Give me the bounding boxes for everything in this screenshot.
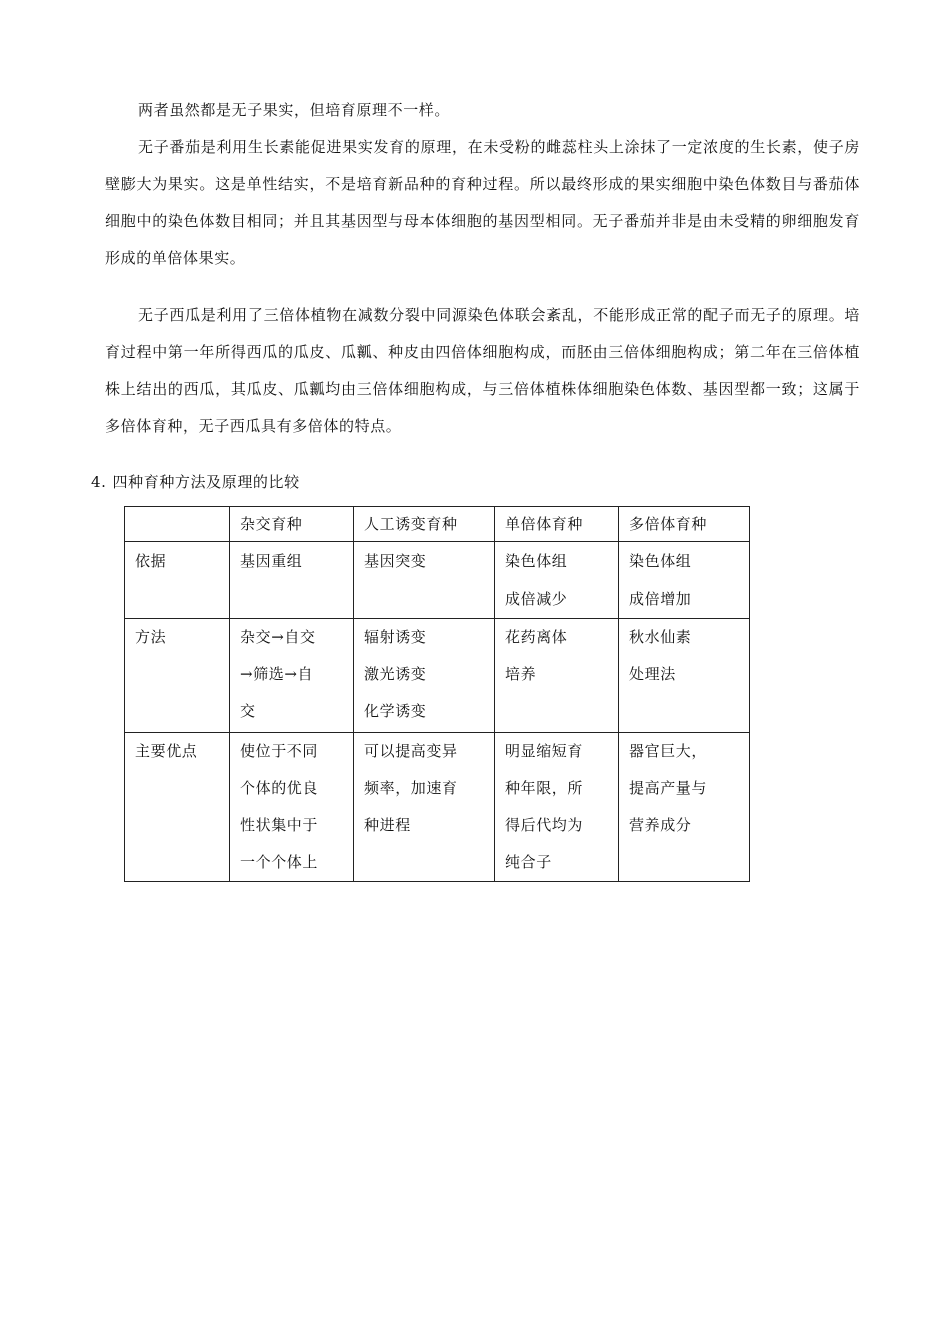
section-title: 四种育种方法及原理的比较 — [112, 473, 300, 491]
paragraph-seedless-tomato: 无子番茄是利用生长素能促进果实发育的原理，在未受粉的雌蕊柱头上涂抹了一定浓度的生长素，使子房壁膨大为果实。这是单性结实，不是培育新品种的育种过程。所以最终形成的果实细胞中染色体数目与番茄体细胞中的染色体数目相同；并且其基因型与母本体细胞的基因型相同。无子番茄并非是由未受精的卵细胞发育形成的单倍体果实。 — [105, 138, 860, 267]
paragraph-intro: 两者虽然都是无子果实，但培育原理不一样。 — [138, 101, 451, 119]
table-cell: 基因突变 — [354, 542, 495, 619]
table-cell: 花药离体 培养 — [495, 619, 619, 733]
table-cell: 可以提高变异 频率，加速育 种进程 — [354, 733, 495, 882]
table-cell: 秋水仙素 处理法 — [619, 619, 750, 733]
table-header-cell: 杂交育种 — [230, 507, 354, 542]
row-label-cell: 方法 — [125, 619, 230, 733]
table-row — [125, 619, 750, 733]
row-label-cell: 依据 — [125, 542, 230, 619]
table-row — [125, 733, 750, 882]
table-cell: 器官巨大， 提高产量与 营养成分 — [619, 733, 750, 882]
section-number: 4. — [91, 473, 107, 491]
row-label-cell: 主要优点 — [125, 733, 230, 882]
table-header-cell: 单倍体育种 — [495, 507, 619, 542]
table-header-cell: 多倍体育种 — [619, 507, 750, 542]
table-cell: 染色体组 成倍减少 — [495, 542, 619, 619]
table-cell: 使位于不同 个体的优良 性状集中于 一个个体上 — [230, 733, 354, 882]
table-cell: 基因重组 — [230, 542, 354, 619]
table-cell: 染色体组 成倍增加 — [619, 542, 750, 619]
paragraph-seedless-watermelon: 无子西瓜是利用了三倍体植物在减数分裂中同源染色体联会紊乱，不能形成正常的配子而无子的原理。培育过程中第一年所得西瓜的瓜皮、瓜瓤、种皮由四倍体细胞构成，而胚由三倍体细胞构成；第二年在三倍体植株上结出的西瓜，其瓜皮、瓜瓤均由三倍体细胞构成，与三倍体植株体细胞染色体数、基因型都一致；这属于多倍体育种，无子西瓜具有多倍体的特点。 — [105, 306, 860, 435]
table-header-cell: 人工诱变育种 — [354, 507, 495, 542]
breeding-comparison-table — [124, 506, 750, 882]
table-header-cell — [125, 507, 230, 542]
table-row — [125, 542, 750, 619]
table-header-row — [125, 507, 750, 542]
table-cell: 杂交→自交 →筛选→自 交 — [230, 619, 354, 733]
section-heading — [91, 464, 300, 501]
table-cell: 辐射诱变 激光诱变 化学诱变 — [354, 619, 495, 733]
table-cell: 明显缩短育 种年限，所 得后代均为 纯合子 — [495, 733, 619, 882]
